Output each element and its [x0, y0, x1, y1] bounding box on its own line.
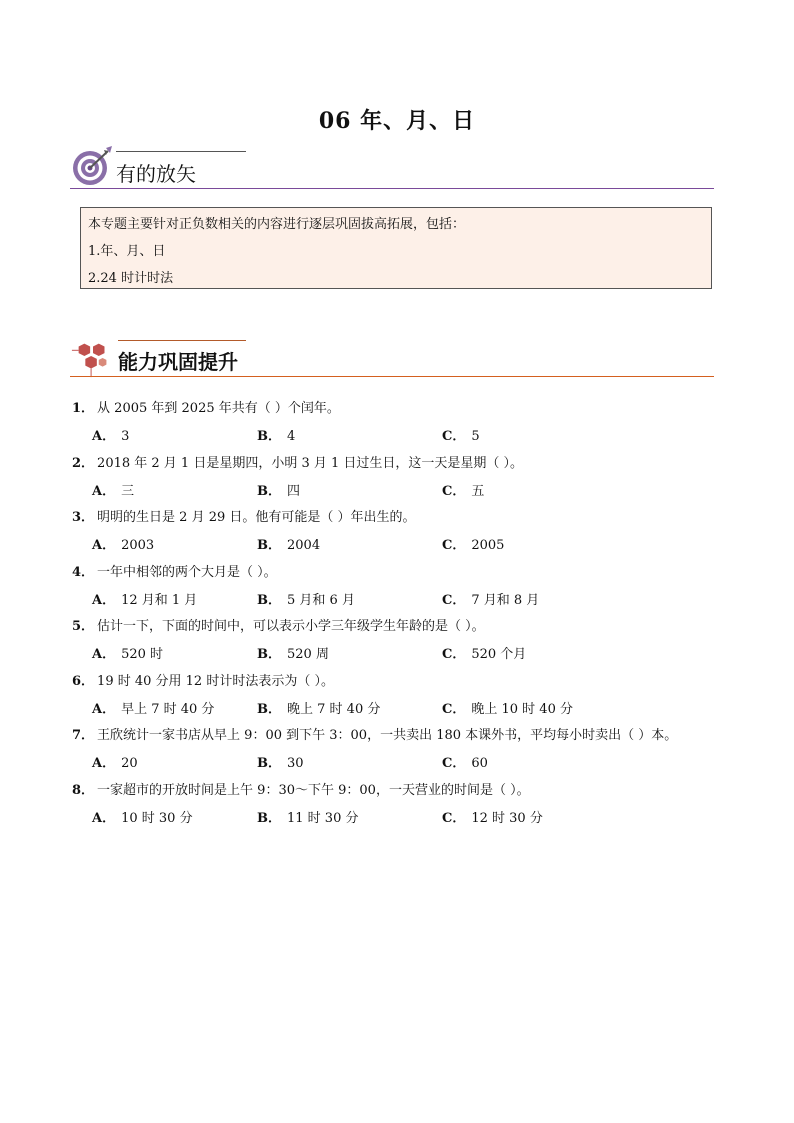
option-letter: C．: [442, 756, 466, 771]
question-5: [72, 613, 732, 668]
option-letter: C．: [442, 429, 466, 444]
option-letter: B．: [257, 810, 281, 826]
question-stem: 一年中相邻的两个大月是（ ）。: [97, 564, 277, 580]
option-a: [92, 698, 214, 717]
option-text: 11 时 30 分: [287, 810, 359, 826]
section-title: 能力巩固提升: [118, 350, 238, 374]
option-b: [257, 480, 300, 499]
question-number: 7．: [72, 728, 95, 743]
option-c: [442, 807, 543, 826]
question-number: 8．: [72, 782, 95, 798]
option-c: [442, 752, 488, 771]
option-letter: A．: [92, 592, 116, 608]
option-c: [442, 534, 504, 553]
option-letter: A．: [92, 810, 116, 826]
option-letter: B．: [257, 756, 281, 771]
intro-line: 本专题主要针对正负数相关的内容进行逐层巩固拔高拓展，包括：: [88, 217, 466, 232]
option-letter: C．: [442, 538, 466, 553]
question-stem: 王欣统计一家书店从早上 9：00 到下午 3：00，一共卖出 180 本课外书，平均每小时卖出（ ）本。: [97, 728, 678, 743]
option-letter: A．: [92, 647, 116, 662]
option-b: [257, 698, 380, 717]
question-number: 2．: [72, 455, 95, 471]
option-a: [92, 589, 197, 608]
option-a: [92, 807, 193, 826]
option-text: 晚上 10 时 40 分: [471, 701, 573, 717]
question-number: 4．: [72, 564, 95, 580]
option-letter: B．: [257, 483, 281, 499]
option-text: 3: [121, 429, 130, 444]
option-text: 7 月和 8 月: [471, 592, 540, 608]
option-text: 60: [471, 756, 488, 771]
question-list: [72, 395, 732, 831]
option-a: [92, 752, 138, 771]
option-b: [257, 807, 358, 826]
option-text: 2005: [471, 538, 505, 553]
section-rule: [70, 188, 714, 189]
option-a: [92, 534, 154, 553]
option-c: [442, 589, 539, 608]
option-text: 晚上 7 时 40 分: [287, 701, 381, 717]
question-stem: 从 2005 年到 2025 年共有（ ）个闰年。: [97, 401, 340, 416]
intro-line: 1.年、月、日: [88, 244, 166, 259]
option-letter: A．: [92, 429, 116, 444]
question-3: [72, 504, 732, 559]
question-2: [72, 450, 732, 505]
option-a: [92, 425, 129, 444]
question-stem: 2018 年 2 月 1 日是星期四，小明 3 月 1 日过生日，这一天是星期（ ）。: [97, 455, 524, 471]
option-letter: B．: [257, 538, 281, 553]
intro-box: [80, 207, 712, 289]
option-a: [92, 480, 134, 499]
option-text: 520 时: [121, 647, 164, 662]
option-a: [92, 643, 163, 662]
option-c: [442, 425, 480, 444]
option-text: 12 月和 1 月: [121, 592, 198, 608]
option-b: [257, 425, 295, 444]
section-title: 有的放矢: [116, 162, 196, 186]
question-6: [72, 668, 732, 723]
question-stem: 19 时 40 分用 12 时计时法表示为（ ）。: [97, 673, 334, 689]
option-letter: A．: [92, 701, 116, 717]
question-stem: 明明的生日是 2 月 29 日。他有可能是（ ）年出生的。: [97, 510, 416, 525]
option-text: 20: [121, 756, 138, 771]
option-text: 520 周: [287, 647, 329, 662]
option-text: 5 月和 6 月: [287, 592, 355, 608]
option-b: [257, 752, 304, 771]
option-text: 4: [287, 429, 296, 444]
intro-line: 2.24 时计时法: [88, 271, 174, 286]
option-text: 520 个月: [471, 647, 527, 662]
option-letter: A．: [92, 756, 116, 771]
question-number: 5．: [72, 619, 95, 634]
option-text: 五: [471, 483, 485, 499]
option-text: 2003: [121, 538, 155, 553]
option-letter: B．: [257, 701, 281, 717]
option-b: [257, 589, 355, 608]
option-c: [442, 698, 573, 717]
section-top-line: [118, 340, 246, 341]
option-letter: C．: [442, 647, 466, 662]
question-1: [72, 395, 732, 450]
question-stem: 一家超市的开放时间是上午 9：30～下午 9：00，一天营业的时间是（ ）。: [97, 782, 530, 798]
option-text: 三: [121, 483, 135, 499]
option-letter: B．: [257, 592, 281, 608]
question-number: 3．: [72, 510, 95, 525]
option-text: 12 时 30 分: [471, 810, 543, 826]
section-header-practice: [70, 334, 714, 384]
option-letter: B．: [257, 429, 281, 444]
section-header-objectives: [70, 146, 714, 196]
option-letter: C．: [442, 701, 466, 717]
hexagon-cluster-icon: [70, 334, 116, 380]
option-b: [257, 643, 329, 662]
question-4: [72, 559, 732, 614]
question-8: [72, 777, 732, 832]
option-letter: C．: [442, 483, 466, 499]
option-text: 5: [471, 429, 480, 444]
option-letter: C．: [442, 810, 466, 826]
page-title: 06 年、月、日: [318, 108, 476, 134]
option-text: 早上 7 时 40 分: [121, 701, 215, 717]
option-letter: A．: [92, 538, 116, 553]
option-text: 30: [287, 756, 304, 771]
option-c: [442, 643, 526, 662]
question-number: 6．: [72, 673, 95, 689]
option-letter: A．: [92, 483, 116, 499]
section-top-line: [116, 151, 246, 152]
option-text: 2004: [287, 538, 321, 553]
option-letter: B．: [257, 647, 281, 662]
option-letter: C．: [442, 592, 466, 608]
target-icon: [70, 146, 116, 192]
question-stem: 估计一下，下面的时间中，可以表示小学三年级学生年龄的是（ ）。: [97, 619, 485, 634]
option-text: 10 时 30 分: [121, 810, 193, 826]
option-text: 四: [287, 483, 301, 499]
option-c: [442, 480, 484, 499]
question-number: 1．: [72, 401, 95, 416]
question-7: [72, 722, 732, 777]
option-b: [257, 534, 320, 553]
section-rule: [70, 376, 714, 377]
